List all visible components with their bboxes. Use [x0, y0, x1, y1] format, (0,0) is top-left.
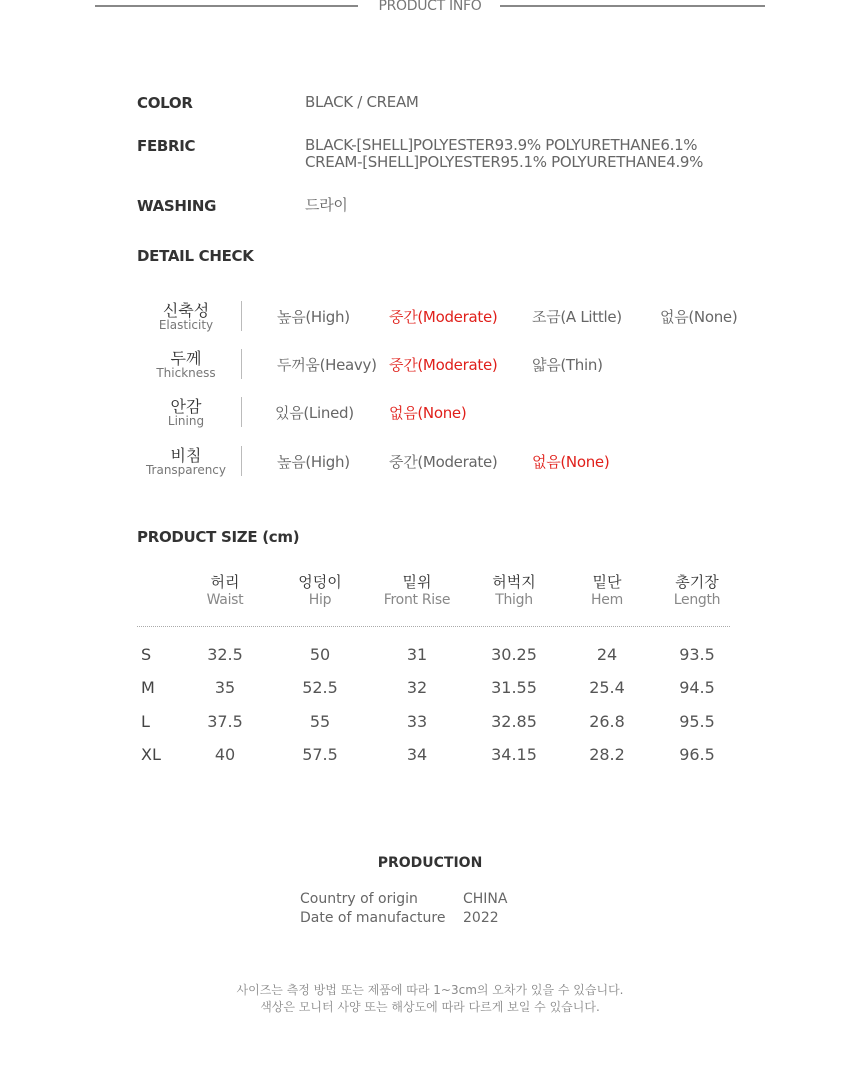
- washing-value: 드라이: [305, 196, 348, 214]
- washing-label: WASHING: [137, 197, 217, 215]
- size-table-cell: 40: [214, 745, 236, 764]
- detail-row-label-ko: 비침: [170, 446, 202, 465]
- detail-option: 두꺼움(Heavy): [277, 356, 377, 374]
- origin-label: Country of origin: [300, 891, 418, 907]
- detail-row-label-en: Thickness: [156, 366, 216, 380]
- size-table-cell: 34: [406, 745, 428, 764]
- origin-value: CHINA: [463, 891, 508, 907]
- detail-row: [0, 298, 860, 342]
- size-table-divider: [137, 626, 730, 627]
- detail-row: [0, 443, 860, 487]
- size-column-header-ko: 엉덩이: [298, 573, 342, 591]
- detail-row: [0, 394, 860, 438]
- product-size-title: PRODUCT SIZE (cm): [137, 528, 300, 546]
- size-column-header-ko: 총기장: [675, 573, 719, 591]
- size-table-cell: 35: [214, 678, 236, 697]
- size-column-header-en: Thigh: [495, 592, 533, 608]
- size-table-cell: 31.55: [491, 678, 537, 697]
- detail-option-selected: 없음(None): [389, 404, 467, 422]
- detail-row: [0, 346, 860, 390]
- size-column-header-en: Length: [673, 592, 721, 608]
- detail-option: 중간(Moderate): [389, 453, 498, 471]
- size-table-cell: 94.5: [679, 678, 715, 697]
- detail-option: 있음(Lined): [275, 404, 354, 422]
- size-table-cell: 25.4: [589, 678, 625, 697]
- size-row-label: L: [141, 712, 150, 731]
- size-table-cell: 50: [309, 645, 331, 664]
- size-table-cell: 93.5: [679, 645, 715, 664]
- size-table-cell: 26.8: [589, 712, 625, 731]
- size-column-header-en: Waist: [206, 592, 244, 608]
- size-table-cell: 96.5: [679, 745, 715, 764]
- detail-option: 없음(None): [660, 308, 738, 326]
- detail-row-label-en: Transparency: [145, 463, 227, 477]
- size-row-label: S: [141, 645, 152, 664]
- size-table-cell: 30.25: [491, 645, 537, 664]
- detail-option-selected: 없음(None): [532, 453, 610, 471]
- size-table-cell: 28.2: [589, 745, 625, 764]
- size-column-header-en: Hem: [591, 592, 623, 608]
- manufacture-date-value: 2022: [463, 910, 499, 926]
- detail-option: 높음(High): [277, 453, 350, 471]
- detail-option-selected: 중간(Moderate): [389, 356, 498, 374]
- color-label: COLOR: [137, 94, 193, 112]
- size-row-label: XL: [141, 745, 161, 764]
- fabric-line-1: BLACK-[SHELL]POLYESTER93.9% POLYURETHANE6.1%: [305, 136, 698, 154]
- size-column-header-en: Front Rise: [383, 592, 451, 608]
- size-table-cell: 31: [406, 645, 428, 664]
- detail-row-divider: [241, 446, 242, 476]
- production-title: PRODUCTION: [377, 855, 483, 871]
- detail-option: 얇음(Thin): [532, 356, 603, 374]
- fabric-line-2: CREAM-[SHELL]POLYESTER95.1% POLYURETHANE4.9%: [305, 153, 704, 171]
- size-table-cell: 32: [406, 678, 428, 697]
- size-column-header-ko: 밑단: [592, 573, 622, 591]
- detail-row-label-ko: 두께: [170, 349, 202, 368]
- detail-row-divider: [241, 349, 242, 379]
- detail-row-divider: [241, 397, 242, 427]
- size-column-header-ko: 허벅지: [492, 573, 536, 591]
- notice-size: 사이즈는 측정 방법 또는 제품에 따라 1~3cm의 오차가 있을 수 있습니다.: [236, 983, 624, 997]
- size-column-header-ko: 밑위: [402, 573, 432, 591]
- size-table-cell: 37.5: [207, 712, 243, 731]
- size-table-cell: 33: [406, 712, 428, 731]
- size-row-label: M: [141, 678, 155, 697]
- size-table-cell: 52.5: [302, 678, 338, 697]
- size-table-cell: 34.15: [491, 745, 537, 764]
- detail-option: 조금(A Little): [532, 308, 622, 326]
- detail-option: 높음(High): [277, 308, 350, 326]
- section-title-product-info: PRODUCT INFO: [378, 0, 482, 14]
- size-table-cell: 95.5: [679, 712, 715, 731]
- size-table-cell: 55: [309, 712, 331, 731]
- detail-row-label-ko: 안감: [170, 397, 202, 416]
- size-table-cell: 24: [596, 645, 618, 664]
- size-column-header-en: Hip: [308, 592, 332, 608]
- detail-row-label-en: Elasticity: [158, 318, 214, 332]
- notice-color: 색상은 모니터 사양 또는 해상도에 따라 다르게 보일 수 있습니다.: [260, 1000, 600, 1014]
- size-table-cell: 32.85: [491, 712, 537, 731]
- size-table-cell: 32.5: [207, 645, 243, 664]
- detail-check-title: DETAIL CHECK: [137, 247, 254, 265]
- color-value: BLACK / CREAM: [305, 93, 419, 111]
- detail-option-selected: 중간(Moderate): [389, 308, 498, 326]
- manufacture-date-label: Date of manufacture: [300, 910, 446, 926]
- detail-row-divider: [241, 301, 242, 331]
- detail-row-label-en: Lining: [167, 414, 205, 428]
- fabric-label: FEBRIC: [137, 137, 196, 155]
- size-column-header-ko: 허리: [210, 573, 240, 591]
- detail-row-label-ko: 신축성: [162, 301, 210, 320]
- size-table-cell: 57.5: [302, 745, 338, 764]
